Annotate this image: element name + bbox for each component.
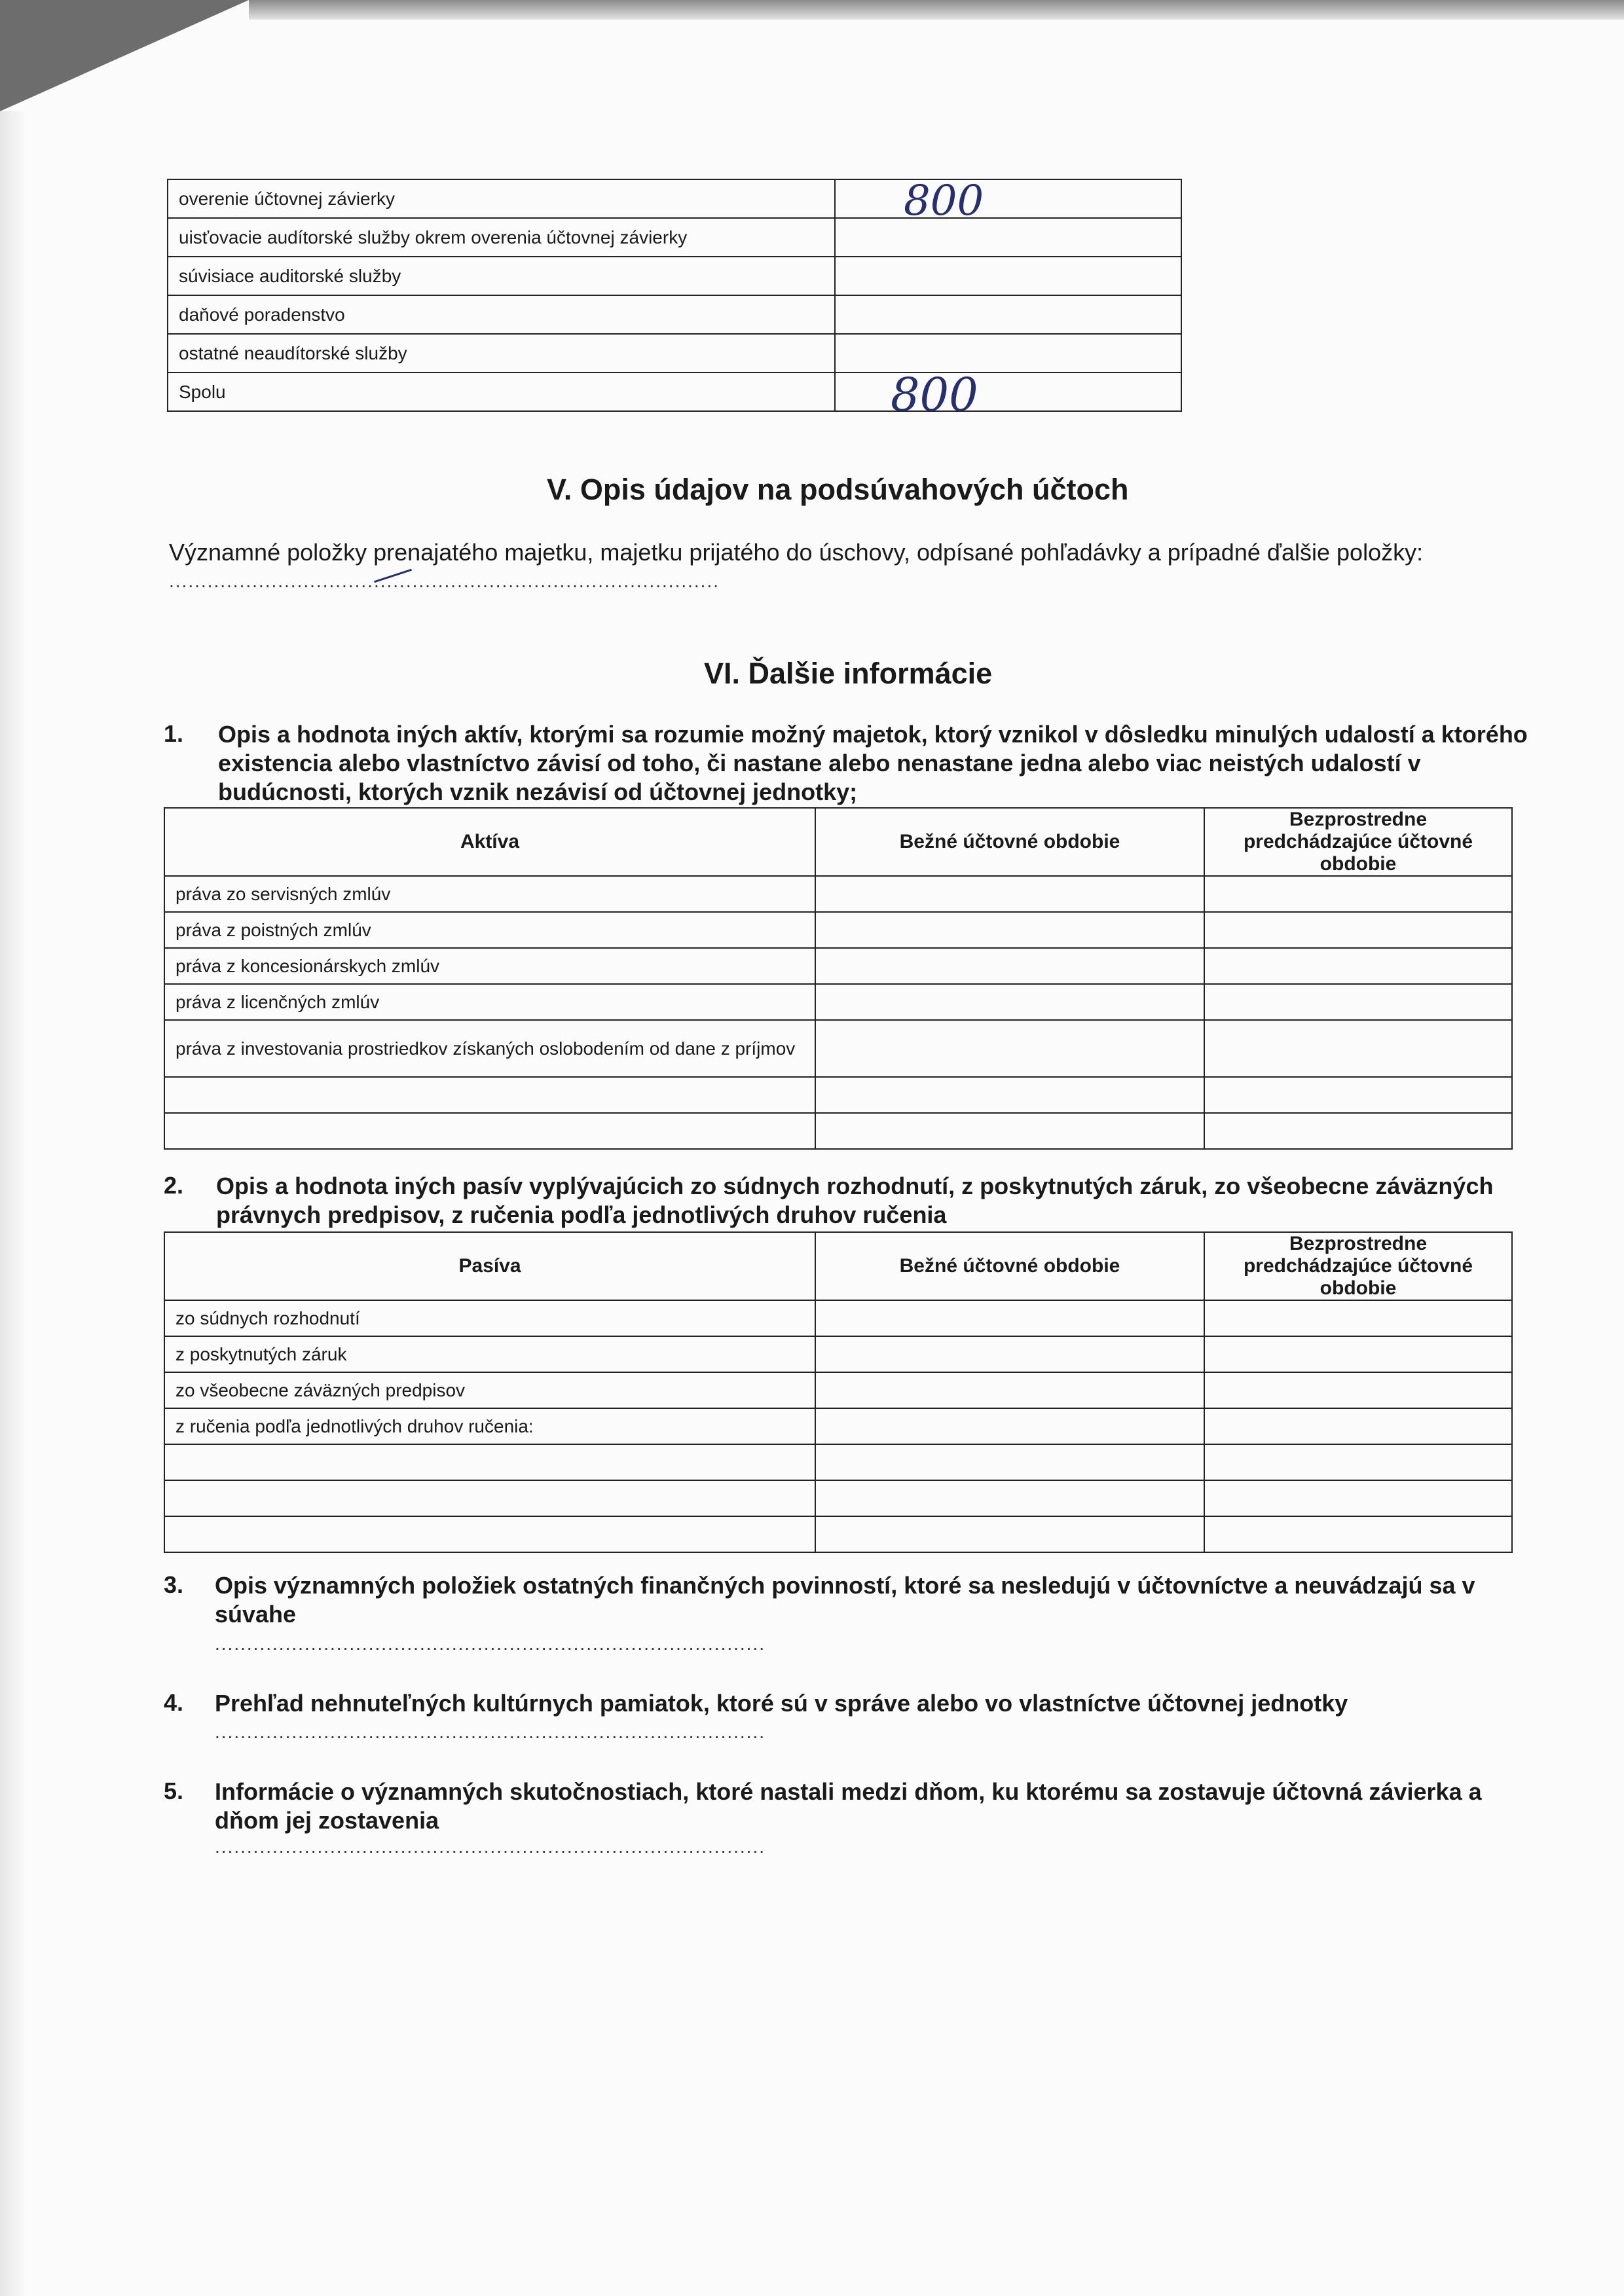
fee-label: daňové poradenstvo [168, 295, 835, 334]
item-4-text: Prehľad nehnuteľných kultúrnych pamiatok, ktoré sú v správe alebo vo vlastníctve účtovnej jednotky [215, 1690, 1348, 1717]
section-v-text: Významné položky prenajatého majetku, majetku prijatého do úschovy, odpísané pohľadávky a prípadné ďalšie položky: [169, 539, 1424, 566]
fee-label: uisťovacie audítorské služby okrem overenia účtovnej závierky [168, 218, 835, 257]
table-row [168, 295, 1181, 334]
item-number: 1. [164, 720, 184, 747]
table-row [164, 1516, 1512, 1552]
row-label: práva z licenčných zmlúv [164, 984, 815, 1020]
table-row [164, 1372, 1512, 1408]
table-row [164, 1480, 1512, 1516]
col-header-aktiva: Aktíva [164, 808, 815, 876]
item-number: 3. [164, 1571, 184, 1598]
fee-value-cell [835, 295, 1181, 334]
fee-value-cell [835, 373, 1181, 411]
section-v-dots: ...................................................................................... [169, 571, 720, 591]
page-corner-shadow [0, 0, 249, 111]
col-header-pasiva: Pasíva [164, 1232, 815, 1300]
row-label: práva z investovania prostriedkov získaných oslobodením od dane z príjmov [164, 1020, 815, 1077]
fee-label: Spolu [168, 373, 835, 411]
pasiva-table [164, 1231, 1513, 1553]
item-5-text: Informácie o významných skutočnostiach, ktoré nastali medzi dňom, ku ktorému sa zostavuje účtovná závierka a dňom jej zostavenia [215, 1778, 1482, 1834]
table-header-row [164, 808, 1512, 876]
item-1-text: Opis a hodnota iných aktív, ktorými sa rozumie možný majetok, ktorý vznikol v dôsledku minulých udalostí a ktorého existencia alebo vlastníctvo závisí od toho, či nastane alebo nenastane jedna alebo viac neistých udalostí v budúcnosti, ktorých vznik nezávisí od účtovnej jednotky; [218, 721, 1528, 805]
table-row [164, 1408, 1512, 1444]
table-row [164, 876, 1512, 912]
fee-value-cell [835, 218, 1181, 257]
fee-value-cell [835, 334, 1181, 373]
aktiva-table [164, 807, 1513, 1150]
table-row [164, 948, 1512, 984]
table-row [168, 179, 1181, 218]
col-header-previous: Bezprostredne predchádzajúce účtovné obdobie [1204, 1232, 1512, 1300]
row-label: zo súdnych rozhodnutí [164, 1300, 815, 1336]
section-v-title: V. Opis údajov na podsúvahových účtoch [547, 473, 1129, 506]
item-4-dots: ...................................................................................... [215, 1722, 766, 1742]
table-row [168, 334, 1181, 373]
fee-value-cell [835, 179, 1181, 218]
item-3-dots: ...................................................................................... [215, 1633, 766, 1654]
table-row [164, 984, 1512, 1020]
item-number: 5. [164, 1777, 184, 1804]
table-row [164, 1020, 1512, 1077]
fee-value-cell [835, 257, 1181, 295]
row-label: práva z poistných zmlúv [164, 912, 815, 948]
table-row [164, 1077, 1512, 1113]
fee-label: overenie účtovnej závierky [168, 179, 835, 218]
row-label: z ručenia podľa jednotlivých druhov ručenia: [164, 1408, 815, 1444]
table-header-row [164, 1232, 1512, 1300]
handwritten-audit-fee: 800 [904, 177, 984, 225]
table-row [168, 373, 1181, 411]
table-row [164, 1300, 1512, 1336]
item-number: 4. [164, 1689, 184, 1716]
table-row [164, 1444, 1512, 1480]
col-header-current: Bežné účtovné obdobie [815, 808, 1204, 876]
fee-label: súvisiace auditorské služby [168, 257, 835, 295]
table-row [164, 912, 1512, 948]
scan-left-edge [0, 111, 26, 2296]
item-5-dots: ...................................................................................... [215, 1836, 766, 1857]
table-row [168, 218, 1181, 257]
row-label: práva zo servisných zmlúv [164, 876, 815, 912]
item-2-text: Opis a hodnota iných pasív vyplývajúcich zo súdnych rozhodnutí, z poskytnutých záruk, zo všeobecne záväzných právnych predpisov, z ručenia podľa jednotlivých druhov ručenia [216, 1173, 1494, 1228]
item-3-text: Opis významných položiek ostatných finančných povinností, ktoré sa nesledujú v účtovníctve a neuvádzajú sa v súvahe [215, 1572, 1475, 1628]
scan-top-edge [249, 0, 1624, 20]
table-row [168, 257, 1181, 295]
row-label: zo všeobecne záväzných predpisov [164, 1372, 815, 1408]
table-row [164, 1336, 1512, 1372]
row-label: z poskytnutých záruk [164, 1336, 815, 1372]
audit-fees-table [167, 179, 1182, 412]
item-number: 2. [164, 1172, 184, 1199]
handwritten-total-fee: 800 [891, 368, 978, 422]
section-vi-title: VI. Ďalšie informácie [704, 657, 993, 690]
col-header-current: Bežné účtovné obdobie [815, 1232, 1204, 1300]
fee-label: ostatné neaudítorské služby [168, 334, 835, 373]
table-row [164, 1113, 1512, 1149]
row-label: práva z koncesionárskych zmlúv [164, 948, 815, 984]
col-header-previous: Bezprostredne predchádzajúce účtovné obdobie [1204, 808, 1512, 876]
